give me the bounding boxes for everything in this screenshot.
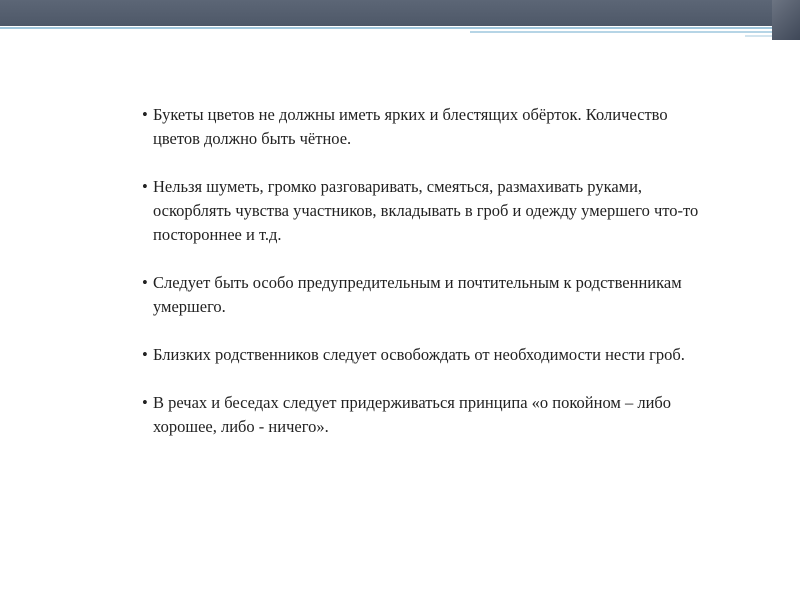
accent-stripe [0, 27, 800, 29]
bullet-item [142, 175, 702, 247]
bullet-text: Следует быть особо предупредительным и почтительным к родственникам умершего. [153, 273, 682, 316]
bullet-text: Букеты цветов не должны иметь ярких и блестящих обёрток. Количество цветов должно быть чётное. [153, 105, 668, 148]
bullet-item [142, 343, 702, 367]
bullet-text: Близких родственников следует освобождать от необходимости нести гроб. [153, 345, 685, 364]
bullet-icon: • [142, 273, 148, 292]
slide-header-bar [0, 0, 800, 26]
bullet-icon: • [142, 105, 148, 124]
bullet-list [142, 103, 702, 463]
accent-stripe [470, 31, 800, 33]
bullet-item [142, 391, 702, 439]
header-accent-stripes [0, 26, 800, 40]
bullet-icon: • [142, 177, 148, 196]
header-corner-block [772, 0, 800, 40]
bullet-icon: • [142, 393, 148, 412]
bullet-icon: • [142, 345, 148, 364]
bullet-text: В речах и беседах следует придерживаться принципа «о покойном – либо хорошее, либо - ничего». [153, 393, 672, 436]
bullet-item [142, 103, 702, 151]
bullet-item [142, 271, 702, 319]
bullet-text: Нельзя шуметь, громко разговаривать, смеяться, размахивать руками, оскорблять чувства участников, вкладывать в гроб и одежду умершего что-то постороннее и т.д. [153, 177, 699, 244]
